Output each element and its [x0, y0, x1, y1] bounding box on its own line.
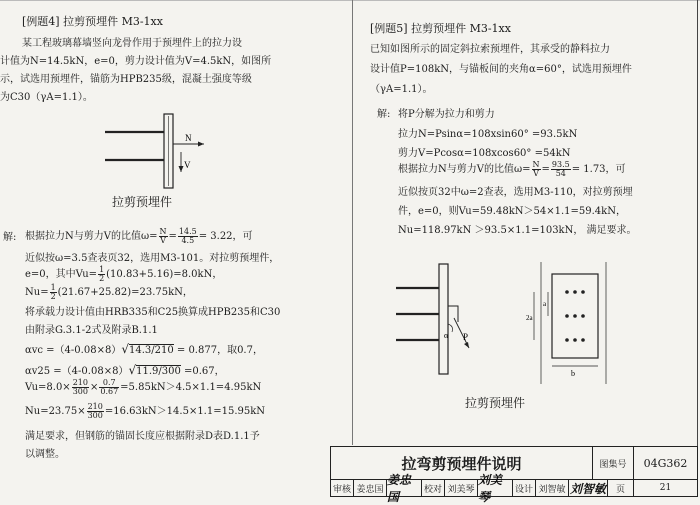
example4-solution-line9: Vu=8.0× $\frac{210}{300}$ × $\frac{0.7}{0.67}$ =5.85kN＞4.5×1.1=4.95kN: [25, 378, 262, 396]
drawing-title: 拉弯剪预埋件说明: [401, 454, 522, 473]
design-signature: 刘智敏: [569, 481, 606, 496]
frame-top-line: [0, 0, 700, 1]
example4-problem-line: 计值为N=14.5kN，e=0，剪力设计值为V=4.5kN，如图所: [0, 56, 272, 67]
review-signature: 姜忠国: [387, 473, 412, 504]
atlas-number: 04G362: [643, 456, 688, 470]
example4-solution-line7: αvc =（4-0.08×8）√14.3/210 = 0.877，取0.7，: [25, 342, 263, 356]
review-label-cell: 审核: [330, 479, 354, 497]
design-signature-cell: [568, 479, 608, 497]
example4-solution-line8: αv25 =（4-0.08×8）√11.9/300 =0.67，: [25, 363, 225, 377]
example4-solution-label: 解:: [3, 232, 17, 243]
example4-solution-line11: 满足要求，但钢筋的锚固长度应根据附录D表D.1.1予: [25, 431, 260, 442]
example4-solution-line3: e=0，其中Vu= $\frac{1}{2}$ (10.83+5.16)=8.0kN，: [25, 265, 223, 283]
example5-solution-line4: 根据拉力N与剪力V的比值ω= $\frac{N}{V}$ = $\frac{93.5}{54}$ = 1.73，可: [398, 160, 626, 178]
example5-label-p: P: [463, 332, 469, 342]
example4-problem-line: 某工程玻璃幕墙竖向龙骨作用于预埋件上的拉力设: [22, 38, 242, 49]
example5-caption: 拉剪预埋件: [465, 396, 526, 410]
example4-label-v: V: [184, 160, 191, 170]
example5-problem-line: （γA=1.1）。: [370, 84, 433, 95]
example5-problem-line: 已知如图所示的固定斜拉索预埋件，其承受的静料拉力: [370, 44, 610, 55]
example5-solution-line3: 剪力V=Pcosα=108xcos60° =54kN: [398, 148, 571, 159]
example4-heading: [例题4] 拉剪预埋件 M3-1xx: [22, 15, 163, 28]
example5-solution-label: 解:: [377, 109, 391, 120]
example5-figure: [366, 258, 626, 388]
example4-problem-line: 示，试选用预埋件，锚筋为HPB235级，混凝土强度等级: [0, 74, 252, 85]
example4-solution-line4: Nu= $\frac{1}{2}$ (21.67+25.82)=23.75kN，: [25, 283, 193, 301]
example4-solution-line6: 由附录G.3.1-2式及附录B.1.1: [25, 325, 158, 336]
example5-solution-line2: 拉力N=Psinα=108xsin60° =93.5kN: [398, 129, 578, 140]
example5-solution-line6: 件，e=0，则Vu=59.48kN＞54×1.1=59.4kN，: [398, 206, 626, 217]
review-signature-cell: [386, 473, 422, 504]
example5-label-a: a: [543, 300, 547, 308]
example4-problem-line: 为C30（γA=1.1）。: [0, 92, 93, 103]
check-label-cell: 校对: [421, 479, 445, 497]
atlas-label-cell: [592, 446, 634, 480]
example5-label-b: b: [571, 369, 575, 378]
example4-label-n: N: [185, 133, 192, 143]
title-block-title-cell: [330, 446, 593, 480]
example5-solution-line5: 近似按页32中ω=2查表，选用M3-110，对拉剪预埋: [398, 187, 633, 198]
atlas-number-cell: [633, 446, 698, 480]
page-number-cell: [633, 479, 698, 497]
atlas-label: 图集号: [599, 459, 627, 470]
example5-problem-line: 设计值P=108kN，与锚板间的夹角α=60°，试选用预埋件: [370, 64, 632, 75]
example4-solution-line10: Nu=23.75× $\frac{210}{300}$ =16.63kN＞14.5×1.1=15.95kN: [25, 402, 266, 420]
example5-label-alpha: α: [444, 331, 449, 340]
example5-solution-line1: 将P分解为拉力和剪力: [398, 109, 495, 120]
page-label-cell: 页: [607, 479, 634, 497]
design-name-cell: 刘智敏: [535, 479, 569, 497]
check-name-cell: 刘美琴: [444, 479, 478, 497]
example4-solution-line1: 根据拉力N与剪力V的比值ω= $\frac{N}{V}$ = $\frac{14.5}{4.5}$ = 3.22，可: [25, 227, 253, 245]
design-label-cell: 设计: [512, 479, 536, 497]
review-name-cell: 姜忠国: [353, 479, 387, 497]
column-divider: [352, 0, 353, 445]
check-signature: 刘美琴: [478, 473, 503, 504]
example5-solution-line7: Nu=118.97kN ＞93.5×1.1=103kN， 满足要求。: [398, 225, 637, 236]
example5-label-2a: 2a: [526, 314, 533, 322]
frame-right-line: [697, 0, 698, 497]
example4-solution-line2: 近似按ω=3.5查表页32，选用M3-101。对拉剪预埋件，: [25, 253, 280, 264]
example4-caption: 拉剪预埋件: [112, 195, 173, 209]
check-signature-cell: [477, 473, 513, 504]
example4-figure: [100, 112, 210, 192]
example5-heading: [例题5] 拉剪预埋件 M3-1xx: [370, 22, 511, 35]
example4-solution-line5: 将承载力设计值由HRB335和C25换算成HPB235和C30: [25, 307, 281, 318]
example4-solution-line12: 以调整。: [25, 449, 65, 460]
page-number: 21: [659, 483, 672, 493]
